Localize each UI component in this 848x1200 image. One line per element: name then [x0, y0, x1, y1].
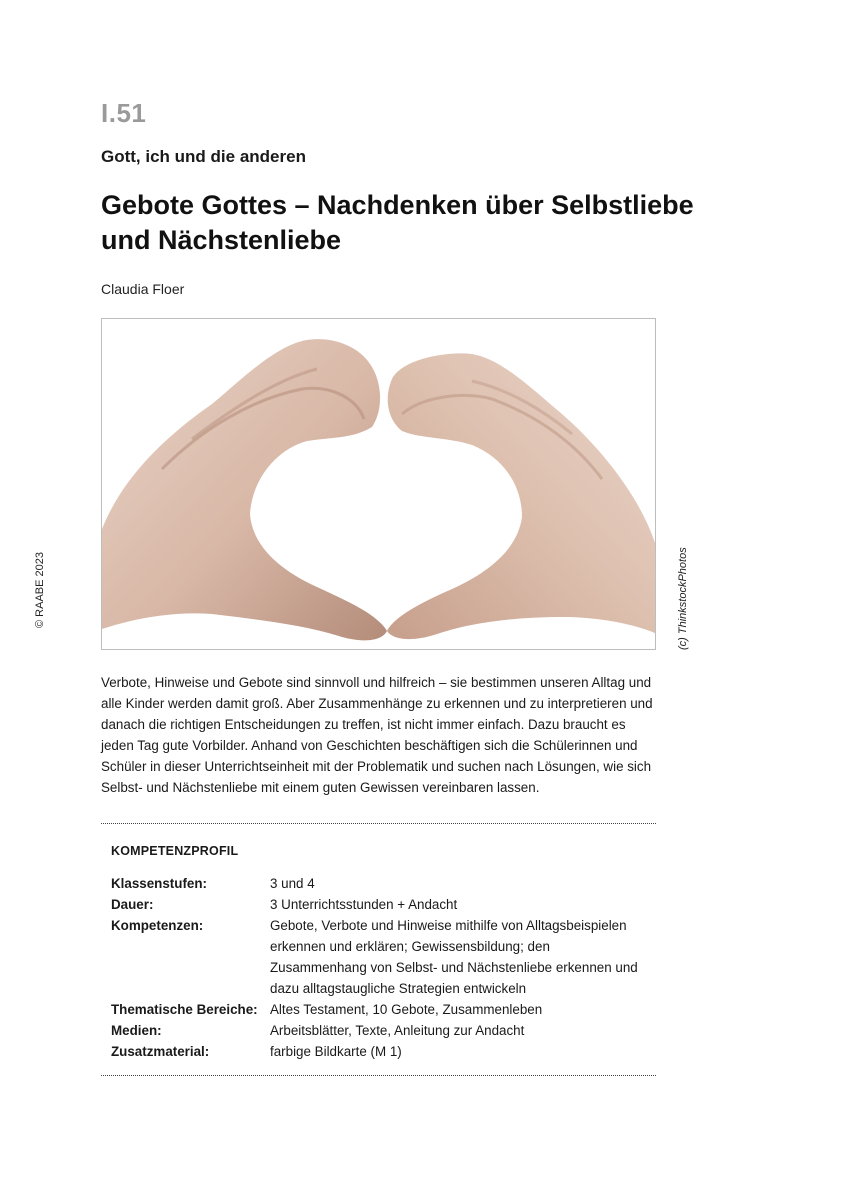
- unit-code: I.51: [101, 98, 147, 128]
- copyright-notice: © RAABE 2023: [34, 552, 46, 628]
- heart-hands-icon: [102, 319, 656, 650]
- profile-label: Klassenstufen:: [111, 876, 207, 891]
- profile-label: Kompetenzen:: [111, 918, 204, 933]
- series-title: Gott, ich und die anderen: [101, 147, 306, 166]
- competence-profile-heading: KOMPETENZPROFIL: [111, 844, 239, 858]
- heart-hands-photo: [101, 318, 656, 650]
- profile-value: 3 Unterrichtsstunden + Andacht: [270, 897, 458, 912]
- divider: [101, 823, 656, 824]
- photo-credit: (c) ThinkstockPhotos: [677, 547, 689, 650]
- profile-label: Medien:: [111, 1023, 162, 1038]
- profile-label: Thematische Bereiche:: [111, 1002, 258, 1017]
- author-name: Claudia Floer: [101, 281, 185, 297]
- intro-paragraph: Verbote, Hinweise und Gebote sind sinnvoll und hilfreich – sie bestimmen unseren Alltag und alle Kinder werden damit groß. Aber Zusammenhänge zu erkennen und zu interpretieren und danach die richtigen Entscheidungen zu treffen, ist nicht immer einfach. Dazu braucht es jeden Tag gute Vorbilder. Anhand von Geschichten beschäftigen sich die Schülerinnen und Schüler in dieser Unterrichtseinheit mit der Problematik und suchen nach Lösungen, wie sich Selbst- und Nächstenliebe mit einem guten Gewissen vereinbaren lassen.: [101, 675, 653, 795]
- profile-value: farbige Bildkarte (M 1): [270, 1044, 402, 1059]
- profile-value: Gebote, Verbote und Hinweise mithilfe von Alltagsbeispielen erkennen und erklären; Gewissensbildung; den Zusammenhang von Selbst- und Nächstenliebe erkennen und dazu alltagstaugliche Strategien entwickeln: [270, 918, 638, 996]
- profile-label: Dauer:: [111, 897, 154, 912]
- page-title: Gebote Gottes – Nachdenken über Selbstliebe und Nächstenliebe: [101, 190, 694, 255]
- profile-value: 3 und 4: [270, 876, 315, 891]
- divider: [101, 1075, 656, 1076]
- profile-value: Arbeitsblätter, Texte, Anleitung zur Andacht: [270, 1023, 525, 1038]
- profile-value: Altes Testament, 10 Gebote, Zusammenleben: [270, 1002, 543, 1017]
- profile-label: Zusatzmaterial:: [111, 1044, 210, 1059]
